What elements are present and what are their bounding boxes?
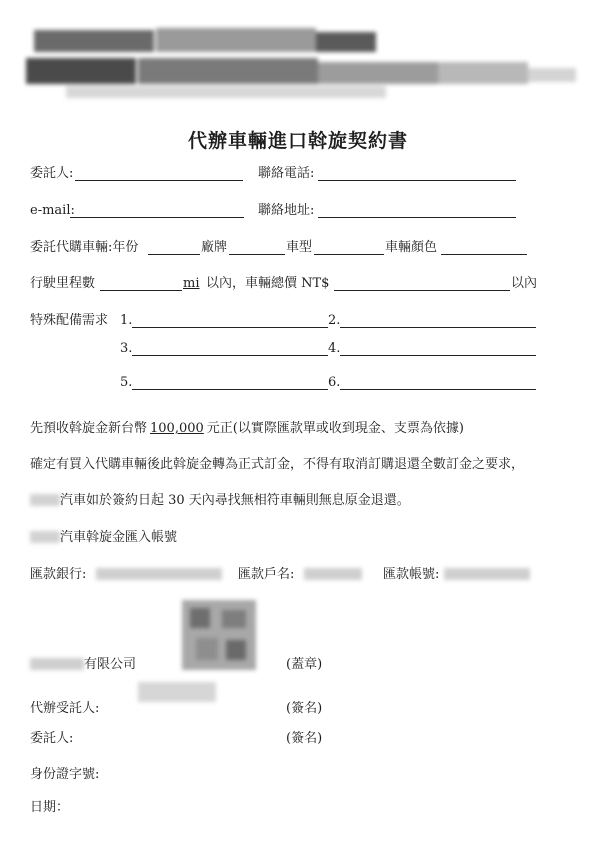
item-2-label: 2. [328, 313, 341, 328]
price-within: 以內 [511, 276, 538, 291]
item-2-field[interactable] [340, 313, 536, 328]
phone-field[interactable] [318, 166, 516, 181]
item-4-label: 4. [328, 341, 341, 356]
item-3-field[interactable] [132, 341, 328, 356]
item-6-field[interactable] [340, 375, 536, 390]
redacted-name-1 [30, 494, 60, 506]
car-year-field[interactable] [148, 240, 200, 255]
company-suffix: 有限公司 [84, 657, 137, 672]
car-color-label: 車輛顏色 [385, 240, 438, 255]
redacted-bank [96, 568, 222, 580]
agent-label: 代辦受託人: [30, 701, 100, 716]
agent-signature-image [138, 682, 216, 702]
item-3-label: 3. [120, 341, 133, 356]
id-number-label: 身份證字號: [30, 767, 100, 782]
deposit-text [30, 421, 464, 437]
redacted-name-2 [30, 531, 60, 543]
seal-label: (蓋章) [286, 657, 323, 672]
redacted-company-name [30, 658, 84, 670]
address-label: 聯絡地址: [258, 203, 315, 218]
email-label: e-mail: [30, 203, 75, 218]
client-field[interactable] [75, 166, 243, 181]
account-heading: 汽車斡旋金匯入帳號 [60, 530, 178, 545]
item-1-field[interactable] [132, 313, 328, 328]
date-label: 日期： [30, 800, 70, 815]
confirm-text: 確定有買入代購車輛後此斡旋金轉為正式訂金，不得有取消訂購退還全數訂金之要求， [30, 457, 525, 472]
refund-text: 汽車如於簽約日起 30 天內尋找無相符車輛則無息原金退還。 [60, 493, 410, 508]
mileage-field[interactable] [100, 276, 182, 291]
mileage-unit: mi [183, 276, 200, 291]
item-1-label: 1. [120, 313, 133, 328]
address-field[interactable] [318, 203, 516, 218]
car-type-label: 車型 [286, 240, 313, 255]
company-seal-image [182, 600, 256, 670]
mileage-label: 行駛里程數 [30, 276, 96, 291]
car-brand-label: 廠牌 [201, 240, 228, 255]
account-name-label: 匯款戶名: [238, 567, 295, 582]
deposit-suffix: 元正(以實際匯款單或收到現金、支票為依據) [206, 421, 464, 436]
redacted-account-name [304, 568, 362, 580]
mileage-within: 以內，車輛總價 NT$ [206, 276, 330, 291]
bank-label: 匯款銀行: [30, 567, 87, 582]
account-number-label: 匯款帳號: [383, 567, 440, 582]
email-field[interactable] [70, 203, 244, 218]
redacted-account-number [444, 568, 530, 580]
client-sign-label: (簽名) [286, 731, 323, 746]
header-logo [26, 22, 576, 102]
car-type-field[interactable] [314, 240, 384, 255]
item-5-field[interactable] [132, 375, 328, 390]
deposit-amount: 100,000 [150, 421, 204, 436]
price-field[interactable] [334, 276, 510, 291]
deposit-prefix: 先預收斡旋金新台幣 [30, 421, 148, 436]
item-5-label: 5. [120, 375, 133, 390]
special-label: 特殊配備需求 [30, 313, 109, 328]
item-4-field[interactable] [340, 341, 536, 356]
client-sign-label-text: 委託人: [30, 731, 74, 746]
item-6-label: 6. [328, 375, 341, 390]
car-brand-field[interactable] [229, 240, 285, 255]
agent-sign-label: (簽名) [286, 701, 323, 716]
phone-label: 聯絡電話: [258, 166, 315, 181]
car-color-field[interactable] [441, 240, 527, 255]
car-year-label: 委託代購車輛:年份 [30, 240, 139, 255]
client-label: 委託人: [30, 166, 74, 181]
document-title: 代辦車輛進口斡旋契約書 [188, 130, 409, 152]
